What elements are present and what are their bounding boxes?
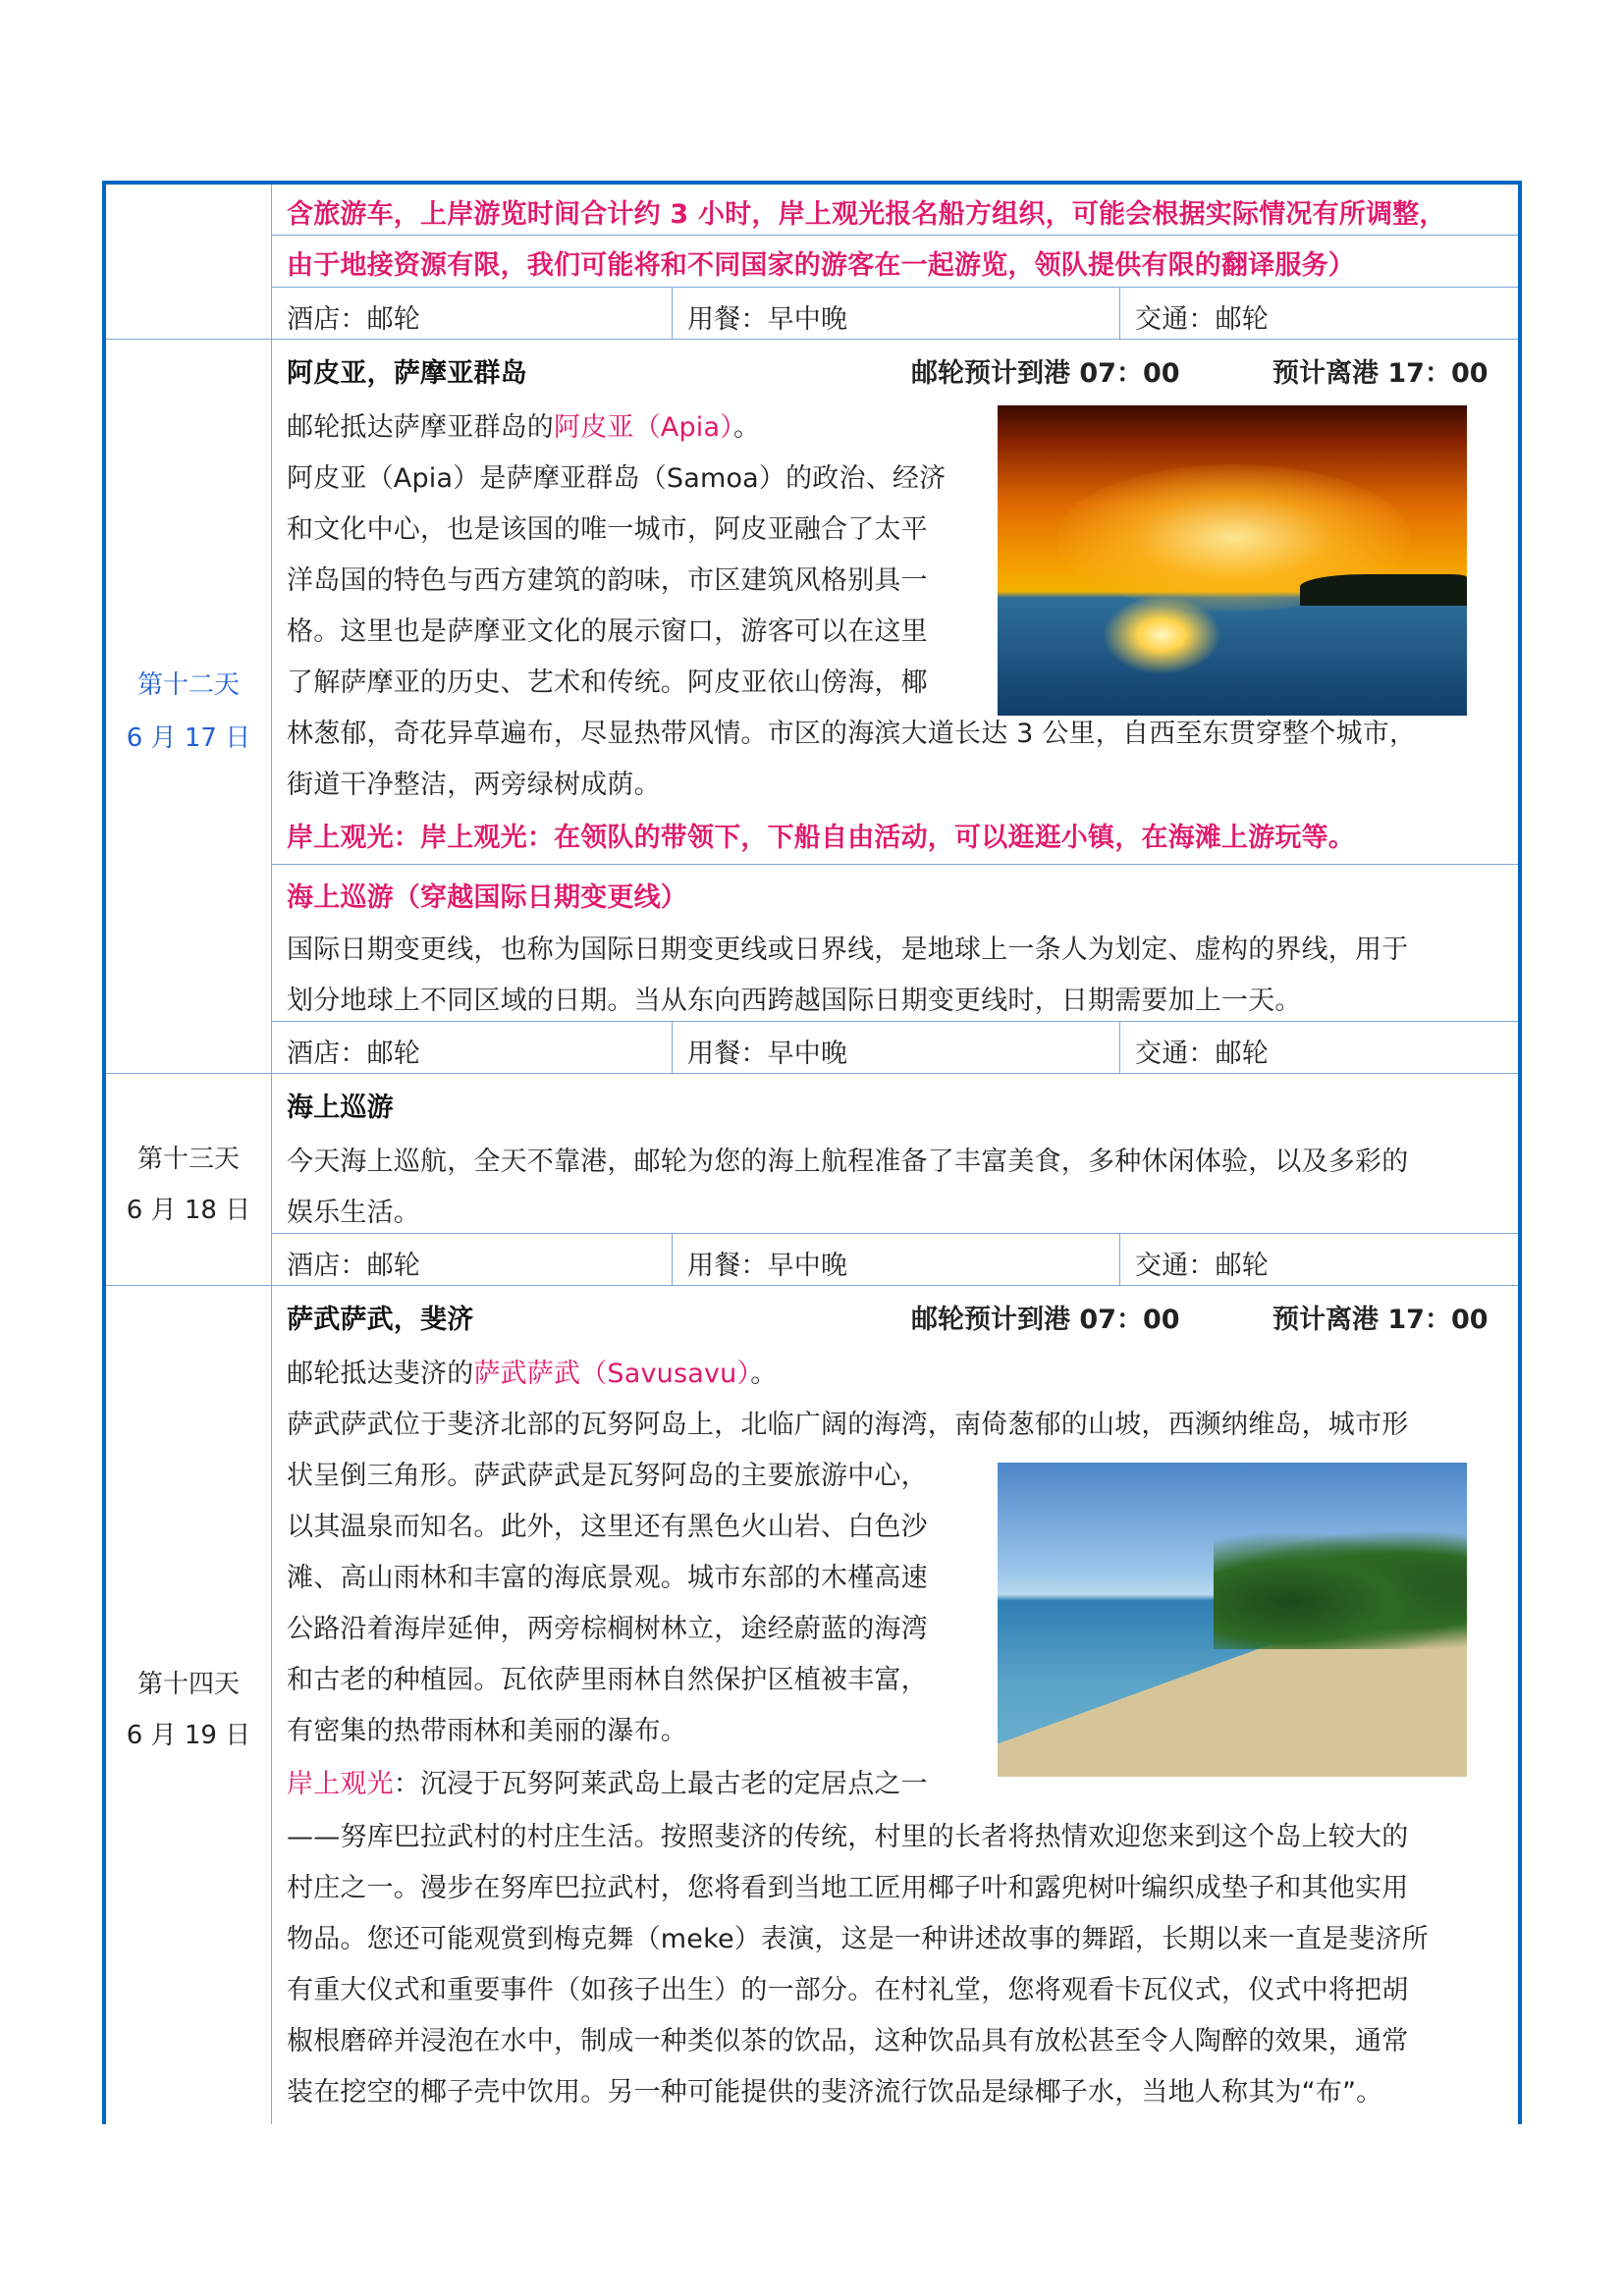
beach-palm-photo [998,1463,1467,1777]
arrival-time: 邮轮预计到港 07：00 [911,1305,1180,1335]
cell-divider [1119,287,1120,339]
paragraph-line: 村庄之一。漫步在努库巴拉武村，您将看到当地工匠用椰子叶和露兜树叶编织成垫子和其他实用 [287,1873,1409,1903]
note-line: 含旅游车，上岸游览时间合计约 3 小时，岸上观光报名船方组织，可能会根据实际情况有所调整， [287,199,1446,230]
cell-divider [1119,1233,1120,1285]
hotel-cell: 酒店：邮轮 [287,1251,420,1281]
day-date: 6 月 19 日 [126,1721,251,1750]
paragraph-line: 洋岛国的特色与西方建筑的韵味，市区建筑风格别具一 [287,565,928,596]
shore-excursion: 岸上观光：岸上观光：在领队的带领下，下船自由活动，可以逛逛小镇，在海滩上游玩等。 [287,823,1355,853]
paragraph-line: 和古老的种植园。瓦依萨里雨林自然保护区植被丰富， [287,1665,928,1695]
cell-divider [1119,1021,1120,1073]
paragraph-line: 今天海上巡航，全天不靠港，邮轮为您的海上航程准备了丰富美食，多种休闲体验，以及多彩的 [287,1147,1409,1177]
transport-cell: 交通：邮轮 [1135,1039,1269,1069]
meal-cell: 用餐：早中晚 [687,304,848,335]
row-divider [272,864,1518,865]
day-divider [106,1073,1518,1074]
day-label: 第十四天 [136,1670,240,1699]
paragraph-line: 公路沿着海岸延伸，两旁棕榈树林立，途经蔚蓝的海湾 [287,1614,928,1644]
paragraph-line: 和文化中心，也是该国的唯一城市，阿皮亚融合了太平 [287,514,928,545]
sunset-sea-photo [998,405,1467,716]
paragraph-line: 状呈倒三角形。萨武萨武是瓦努阿岛的主要旅游中心， [287,1461,928,1491]
cruise-title: 海上巡游（穿越国际日期变更线） [287,882,687,913]
cell-divider [672,1021,673,1073]
row-divider [272,287,1518,288]
paragraph-line: 格。这里也是萨摩亚文化的展示窗口，游客可以在这里 [287,616,928,647]
day-date: 6 月 17 日 [126,723,251,753]
place-name: 萨武萨武（Savusavu） [473,1359,751,1389]
row-divider [272,235,1518,236]
cell-divider [672,287,673,339]
transport-cell: 交通：邮轮 [1135,304,1269,335]
shore-excursion: 岸上观光：沉浸于瓦努阿莱武岛上最古老的定居点之一 [287,1769,928,1799]
paragraph-line: 阿皮亚（Apia）是萨摩亚群岛（Samoa）的政治、经济 [287,463,947,494]
day-date: 6 月 18 日 [126,1196,251,1225]
cell-divider [672,1233,673,1285]
paragraph-line: 划分地球上不同区域的日期。当从东向西跨越国际日期变更线时，日期需要加上一天。 [287,986,1302,1016]
intro-line: 邮轮抵达斐济的萨武萨武（Savusavu）。 [287,1359,778,1389]
day-label: 第十三天 [136,1145,240,1174]
port-title: 阿皮亚，萨摩亚群岛 [287,358,527,389]
paragraph-line: 物品。您还可能观赏到梅克舞（meke）表演，这是一种讲述故事的舞蹈，长期以来一直是斐济所 [287,1924,1429,1954]
intro-line: 邮轮抵达萨摩亚群岛的阿皮亚（Apia）。 [287,412,761,443]
port-title: 萨武萨武，斐济 [287,1305,474,1335]
departure-time: 预计离港 17：00 [1272,358,1489,389]
row-divider [272,1021,1518,1022]
paragraph-line: 国际日期变更线，也称为国际日期变更线或日界线，是地球上一条人为划定、虚构的界线，用于 [287,934,1409,965]
transport-cell: 交通：邮轮 [1135,1251,1269,1281]
meal-cell: 用餐：早中晚 [687,1251,848,1281]
paragraph-line: 街道干净整洁，两旁绿树成荫。 [287,770,661,800]
paragraph-line: 有重大仪式和重要事件（如孩子出生）的一部分。在村礼堂，您将观看卡瓦仪式，仪式中将把胡 [287,1975,1409,2005]
paragraph-line: 娱乐生活。 [287,1198,420,1228]
departure-time: 预计离港 17：00 [1272,1305,1489,1335]
paragraph-line: 林葱郁，奇花异草遍布，尽显热带风情。市区的海滨大道长达 3 公里，自西至东贯穿整个城市， [287,719,1417,749]
paragraph-line: 装在挖空的椰子壳中饮用。另一种可能提供的斐济流行饮品是绿椰子水，当地人称其为“布”。 [287,2077,1383,2108]
note-line: 由于地接资源有限，我们可能将和不同国家的游客在一起游览，领队提供有限的翻译服务） [287,250,1355,281]
arrival-time: 邮轮预计到港 07：00 [911,358,1180,389]
meal-cell: 用餐：早中晚 [687,1039,848,1069]
paragraph-line: 有密集的热带雨林和美丽的瀑布。 [287,1716,687,1746]
paragraph-line: 椒根磨碎并浸泡在水中，制成一种类似茶的饮品，这种饮品具有放松甚至令人陶醉的效果，通常 [287,2026,1409,2056]
place-name: 阿皮亚（Apia） [554,412,733,443]
paragraph-line: ——努库巴拉武村的村庄生活。按照斐济的传统，村里的长者将热情欢迎您来到这个岛上较大的 [287,1822,1409,1852]
column-divider [271,185,272,2124]
day-divider [106,1285,1518,1286]
paragraph-line: 萨武萨武位于斐济北部的瓦努阿岛上，北临广阔的海湾，南倚葱郁的山坡，西濒纳维岛，城市形 [287,1410,1409,1440]
day-label: 第十二天 [136,670,240,700]
hotel-cell: 酒店：邮轮 [287,304,420,335]
row-divider [272,1233,1518,1234]
paragraph-line: 了解萨摩亚的历史、艺术和传统。阿皮亚依山傍海，椰 [287,667,928,698]
day-divider [106,339,1518,340]
paragraph-line: 以其温泉而知名。此外，这里还有黑色火山岩、白色沙 [287,1512,928,1542]
hotel-cell: 酒店：邮轮 [287,1039,420,1069]
port-title: 海上巡游 [287,1093,394,1123]
paragraph-line: 滩、高山雨林和丰富的海底景观。城市东部的木槿高速 [287,1563,928,1593]
